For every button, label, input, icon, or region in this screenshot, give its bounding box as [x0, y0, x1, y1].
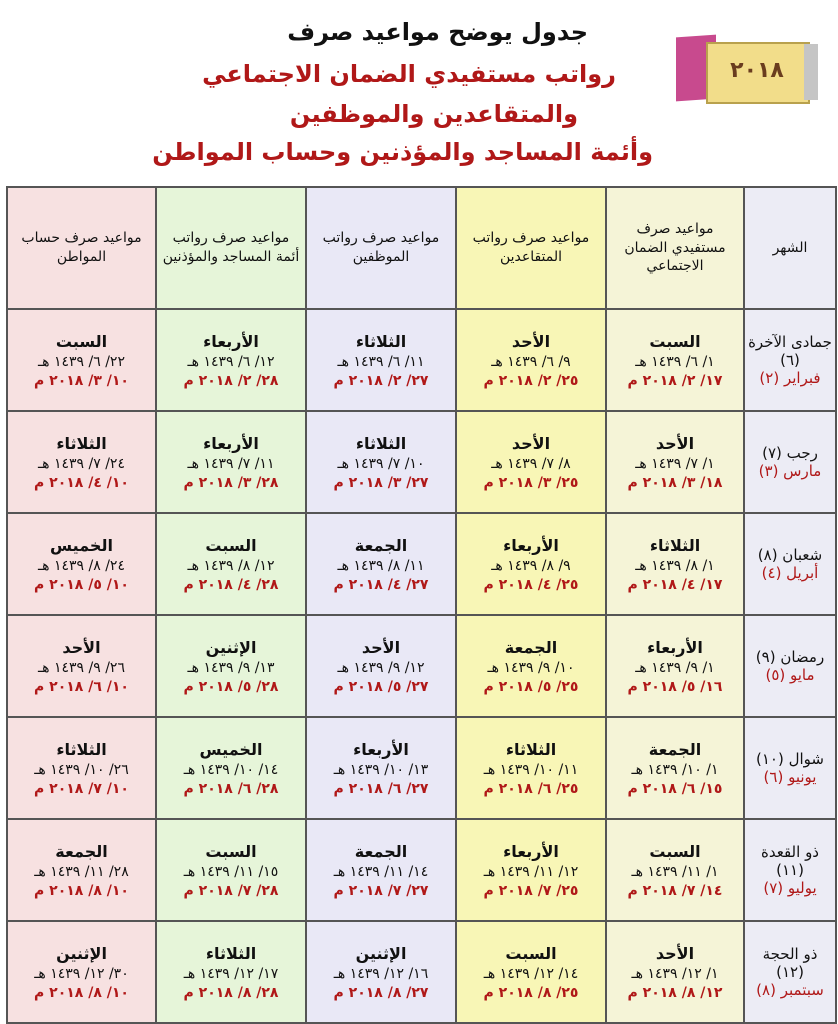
- weekday: الإثنين: [355, 943, 407, 963]
- retired-date-cell: [456, 411, 606, 513]
- retired-date-cell: [456, 921, 606, 1023]
- table-row: [7, 819, 836, 921]
- weekday: الثلاثاء: [56, 739, 107, 759]
- month-hijri: ذو الحجة (١٢): [762, 945, 818, 981]
- gregorian-date: ٢٥/ ٧/ ٢٠١٨ م: [483, 882, 579, 899]
- citizen-date-cell: [7, 921, 156, 1023]
- hijri-date: ١١/ ١٠/ ١٤٣٩ هـ: [483, 761, 579, 778]
- weekday: السبت: [205, 841, 257, 861]
- employee-date-cell: [306, 717, 456, 819]
- month-cell: [744, 411, 836, 513]
- table-row: [7, 615, 836, 717]
- weekday: الثلاثاء: [56, 433, 107, 453]
- weekday: الجمعة: [648, 739, 702, 759]
- gregorian-date: ٢٨/ ٢/ ٢٠١٨ م: [183, 372, 279, 389]
- month-cell: [744, 309, 836, 411]
- citizen-date-cell: [7, 513, 156, 615]
- mosque-date-cell: [156, 309, 306, 411]
- retired-date-cell: [456, 615, 606, 717]
- citizen-date-cell: [7, 411, 156, 513]
- hijri-date: ١/ ٨/ ١٤٣٩ هـ: [635, 557, 715, 574]
- employee-date-cell: [306, 513, 456, 615]
- retired-date-cell: [456, 309, 606, 411]
- gregorian-date: ٢٨/ ٤/ ٢٠١٨ م: [183, 576, 279, 593]
- weekday: الإثنين: [56, 943, 107, 963]
- month-cell: [744, 819, 836, 921]
- month-hijri: جمادى الآخرة (٦): [748, 333, 832, 369]
- weekday: السبت: [205, 535, 257, 555]
- gregorian-date: ١٠/ ٨/ ٢٠١٨ م: [34, 882, 129, 899]
- gregorian-date: ٢٧/ ٢/ ٢٠١٨ م: [333, 372, 429, 389]
- month-hijri: شعبان (٨): [757, 546, 823, 564]
- retired-date-cell: [456, 717, 606, 819]
- employee-date-cell: [306, 411, 456, 513]
- employee-date-cell: [306, 921, 456, 1023]
- weekday: الثلاثاء: [355, 433, 407, 453]
- month-hijri: رجب (٧): [762, 444, 818, 462]
- gregorian-date: ٢٧/ ٨/ ٢٠١٨ م: [333, 984, 429, 1001]
- weekday: الخميس: [50, 535, 113, 555]
- month-cell: [744, 513, 836, 615]
- weekday: الثلاثاء: [505, 739, 557, 759]
- weekday: الأحد: [511, 433, 551, 453]
- hijri-date: ١٠/ ٧/ ١٤٣٩ هـ: [337, 455, 425, 472]
- month-gregorian: يوليو (٧): [763, 879, 817, 897]
- hijri-date: ١٤/ ١٢/ ١٤٣٩ هـ: [483, 965, 579, 982]
- gregorian-date: ٢٨/ ٧/ ٢٠١٨ م: [183, 882, 279, 899]
- table-row: [7, 921, 836, 1023]
- gregorian-date: ١٠/ ٥/ ٢٠١٨ م: [34, 576, 129, 593]
- citizen-date-cell: [7, 717, 156, 819]
- weekday: الأحد: [655, 943, 695, 963]
- gregorian-date: ١٧/ ٤/ ٢٠١٨ م: [627, 576, 723, 593]
- weekday: الأربعاء: [503, 535, 559, 555]
- table-row: [7, 513, 836, 615]
- table-row: [7, 717, 836, 819]
- hijri-date: ١٤/ ١٠/ ١٤٣٩ هـ: [183, 761, 279, 778]
- subtitle-line-2: والمتقاعدين والموظفين: [289, 100, 578, 128]
- subtitle-line-1: رواتب مستفيدي الضمان الاجتماعي: [202, 60, 616, 88]
- page-title: جدول يوضح مواعيد صرف: [287, 18, 588, 46]
- hijri-date: ١٢/ ٩/ ١٤٣٩ هـ: [337, 659, 425, 676]
- social-date-cell: [606, 513, 744, 615]
- retired-date-cell: [456, 513, 606, 615]
- gregorian-date: ٢٨/ ٦/ ٢٠١٨ م: [183, 780, 279, 797]
- gregorian-date: ٢٥/ ٣/ ٢٠١٨ م: [483, 474, 579, 491]
- mosque-date-cell: [156, 513, 306, 615]
- hijri-date: ١١/ ٨/ ١٤٣٩ هـ: [337, 557, 425, 574]
- gregorian-date: ١٠/ ٨/ ٢٠١٨ م: [34, 984, 129, 1001]
- payment-schedule-table: [6, 186, 837, 1024]
- citizen-date-cell: [7, 309, 156, 411]
- gregorian-date: ١٠/ ٣/ ٢٠١٨ م: [34, 372, 129, 389]
- month-gregorian: أبريل (٤): [761, 564, 819, 582]
- subtitle-line-3: وأئمة المساجد والمؤذنين وحساب المواطن: [152, 138, 653, 166]
- month-gregorian: فبراير (٢): [759, 369, 821, 387]
- weekday: الأحد: [655, 433, 695, 453]
- hijri-date: ٢٢/ ٦/ ١٤٣٩ هـ: [38, 353, 125, 370]
- page-header: [0, 0, 838, 190]
- gregorian-date: ٢٧/ ٧/ ٢٠١٨ م: [333, 882, 429, 899]
- calendar-year-label: ٢٠١٨: [730, 58, 784, 83]
- employee-date-cell: [306, 615, 456, 717]
- gregorian-date: ١٠/ ٦/ ٢٠١٨ م: [34, 678, 129, 695]
- weekday: الأحد: [361, 637, 401, 657]
- mosque-date-cell: [156, 411, 306, 513]
- hijri-date: ٩/ ٨/ ١٤٣٩ هـ: [491, 557, 571, 574]
- hijri-date: ١/ ١٠/ ١٤٣٩ هـ: [631, 761, 719, 778]
- hijri-date: ٢٦/ ١٠/ ١٤٣٩ هـ: [34, 761, 129, 778]
- gregorian-date: ١٠/ ٧/ ٢٠١٨ م: [34, 780, 129, 797]
- month-hijri: ذو القعدة (١١): [761, 843, 819, 879]
- weekday: السبت: [649, 331, 701, 351]
- hijri-date: ١/ ١١/ ١٤٣٩ هـ: [631, 863, 719, 880]
- hijri-date: ٢٦/ ٩/ ١٤٣٩ هـ: [38, 659, 125, 676]
- weekday: الأربعاء: [647, 637, 703, 657]
- gregorian-date: ١٧/ ٢/ ٢٠١٨ م: [627, 372, 723, 389]
- hijri-date: ١٢/ ٦/ ١٤٣٩ هـ: [187, 353, 275, 370]
- gregorian-date: ١٥/ ٦/ ٢٠١٨ م: [627, 780, 723, 797]
- hijri-date: ١٤/ ١١/ ١٤٣٩ هـ: [333, 863, 429, 880]
- hijri-date: ٩/ ٦/ ١٤٣٩ هـ: [491, 353, 571, 370]
- hijri-date: ١٥/ ١١/ ١٤٣٩ هـ: [183, 863, 279, 880]
- header-retired: مواعيد صرف رواتب المتقاعدين: [456, 187, 606, 309]
- gregorian-date: ٢٨/ ٥/ ٢٠١٨ م: [183, 678, 279, 695]
- gregorian-date: ١٤/ ٧/ ٢٠١٨ م: [627, 882, 723, 899]
- weekday: الجمعة: [504, 637, 558, 657]
- gregorian-date: ٢٨/ ٨/ ٢٠١٨ م: [183, 984, 279, 1001]
- gregorian-date: ١٠/ ٤/ ٢٠١٨ م: [34, 474, 129, 491]
- hijri-date: ١١/ ٧/ ١٤٣٩ هـ: [187, 455, 275, 472]
- header-employees: مواعيد صرف رواتب الموظفين: [306, 187, 456, 309]
- hijri-date: ١٢/ ١١/ ١٤٣٩ هـ: [483, 863, 579, 880]
- weekday: الأربعاء: [353, 739, 409, 759]
- header-citizen-account: مواعيد صرف حساب المواطن: [7, 187, 156, 309]
- table-row: [7, 411, 836, 513]
- weekday: الجمعة: [354, 535, 408, 555]
- header-mosque-staff: مواعيد صرف رواتب أئمة المساجد والمؤذنين: [156, 187, 306, 309]
- mosque-date-cell: [156, 819, 306, 921]
- gregorian-date: ٢٥/ ٢/ ٢٠١٨ م: [483, 372, 579, 389]
- hijri-date: ١/ ٦/ ١٤٣٩ هـ: [635, 353, 715, 370]
- weekday: الجمعة: [354, 841, 408, 861]
- gregorian-date: ٢٧/ ٤/ ٢٠١٨ م: [333, 576, 429, 593]
- social-date-cell: [606, 309, 744, 411]
- hijri-date: ١٣/ ٩/ ١٤٣٩ هـ: [187, 659, 275, 676]
- weekday: الأحد: [62, 637, 101, 657]
- gregorian-date: ١٨/ ٣/ ٢٠١٨ م: [627, 474, 723, 491]
- hijri-date: ١/ ٩/ ١٤٣٩ هـ: [635, 659, 715, 676]
- weekday: الأحد: [511, 331, 551, 351]
- gregorian-date: ٢٧/ ٥/ ٢٠١٨ م: [333, 678, 429, 695]
- weekday: الإثنين: [205, 637, 257, 657]
- hijri-date: ٢٤/ ٧/ ١٤٣٩ هـ: [38, 455, 125, 472]
- hijri-date: ٢٤/ ٨/ ١٤٣٩ هـ: [38, 557, 125, 574]
- mosque-date-cell: [156, 717, 306, 819]
- employee-date-cell: [306, 309, 456, 411]
- month-hijri: رمضان (٩): [755, 648, 825, 666]
- weekday: الأربعاء: [203, 331, 259, 351]
- header-month: الشهر: [744, 187, 836, 309]
- hijri-date: ١/ ١٢/ ١٤٣٩ هـ: [631, 965, 719, 982]
- weekday: الخميس: [199, 739, 263, 759]
- hijri-date: ٨/ ٧/ ١٤٣٩ هـ: [491, 455, 571, 472]
- hijri-date: ١٣/ ١٠/ ١٤٣٩ هـ: [333, 761, 429, 778]
- gregorian-date: ١٦/ ٥/ ٢٠١٨ م: [627, 678, 723, 695]
- month-gregorian: يونيو (٦): [763, 768, 817, 786]
- weekday: السبت: [505, 943, 557, 963]
- social-date-cell: [606, 819, 744, 921]
- hijri-date: ٣٠/ ١٢/ ١٤٣٩ هـ: [34, 965, 129, 982]
- social-date-cell: [606, 411, 744, 513]
- gregorian-date: ٢٥/ ٥/ ٢٠١٨ م: [483, 678, 579, 695]
- hijri-date: ١١/ ٦/ ١٤٣٩ هـ: [337, 353, 425, 370]
- employee-date-cell: [306, 819, 456, 921]
- month-cell: [744, 717, 836, 819]
- gregorian-date: ٢٥/ ٨/ ٢٠١٨ م: [483, 984, 579, 1001]
- hijri-date: ١٢/ ٨/ ١٤٣٩ هـ: [187, 557, 275, 574]
- calendar-stand: [804, 44, 818, 100]
- table-header-row: [7, 187, 836, 309]
- table-body: [7, 309, 836, 1023]
- gregorian-date: ٢٧/ ٣/ ٢٠١٨ م: [333, 474, 429, 491]
- weekday: السبت: [55, 331, 108, 351]
- citizen-date-cell: [7, 615, 156, 717]
- citizen-date-cell: [7, 819, 156, 921]
- gregorian-date: ٢٧/ ٦/ ٢٠١٨ م: [333, 780, 429, 797]
- weekday: السبت: [649, 841, 701, 861]
- month-gregorian: مارس (٣): [758, 462, 822, 480]
- gregorian-date: ٢٨/ ٣/ ٢٠١٨ م: [183, 474, 279, 491]
- header-social-security: مواعيد صرف مستفيدي الضمان الاجتماعي: [606, 187, 744, 309]
- hijri-date: ١/ ٧/ ١٤٣٩ هـ: [635, 455, 715, 472]
- table-row: [7, 309, 836, 411]
- month-cell: [744, 921, 836, 1023]
- hijri-date: ١٦/ ١٢/ ١٤٣٩ هـ: [333, 965, 429, 982]
- gregorian-date: ١٢/ ٨/ ٢٠١٨ م: [627, 984, 723, 1001]
- social-date-cell: [606, 921, 744, 1023]
- hijri-date: ١٧/ ١٢/ ١٤٣٩ هـ: [183, 965, 279, 982]
- calendar-icon: [676, 36, 824, 104]
- gregorian-date: ٢٥/ ٦/ ٢٠١٨ م: [483, 780, 579, 797]
- month-gregorian: مايو (٥): [765, 666, 815, 684]
- social-date-cell: [606, 717, 744, 819]
- gregorian-date: ٢٥/ ٤/ ٢٠١٨ م: [483, 576, 579, 593]
- hijri-date: ٢٨/ ١١/ ١٤٣٩ هـ: [34, 863, 129, 880]
- month-gregorian: سبتمبر (٨): [756, 981, 824, 999]
- weekday: الثلاثاء: [355, 331, 407, 351]
- month-cell: [744, 615, 836, 717]
- weekday: الأربعاء: [203, 433, 259, 453]
- weekday: الأربعاء: [503, 841, 559, 861]
- mosque-date-cell: [156, 615, 306, 717]
- hijri-date: ١٠/ ٩/ ١٤٣٩ هـ: [487, 659, 575, 676]
- weekday: الثلاثاء: [205, 943, 257, 963]
- weekday: الجمعة: [55, 841, 108, 861]
- mosque-date-cell: [156, 921, 306, 1023]
- weekday: الثلاثاء: [649, 535, 701, 555]
- retired-date-cell: [456, 819, 606, 921]
- month-hijri: شوال (١٠): [756, 750, 824, 768]
- social-date-cell: [606, 615, 744, 717]
